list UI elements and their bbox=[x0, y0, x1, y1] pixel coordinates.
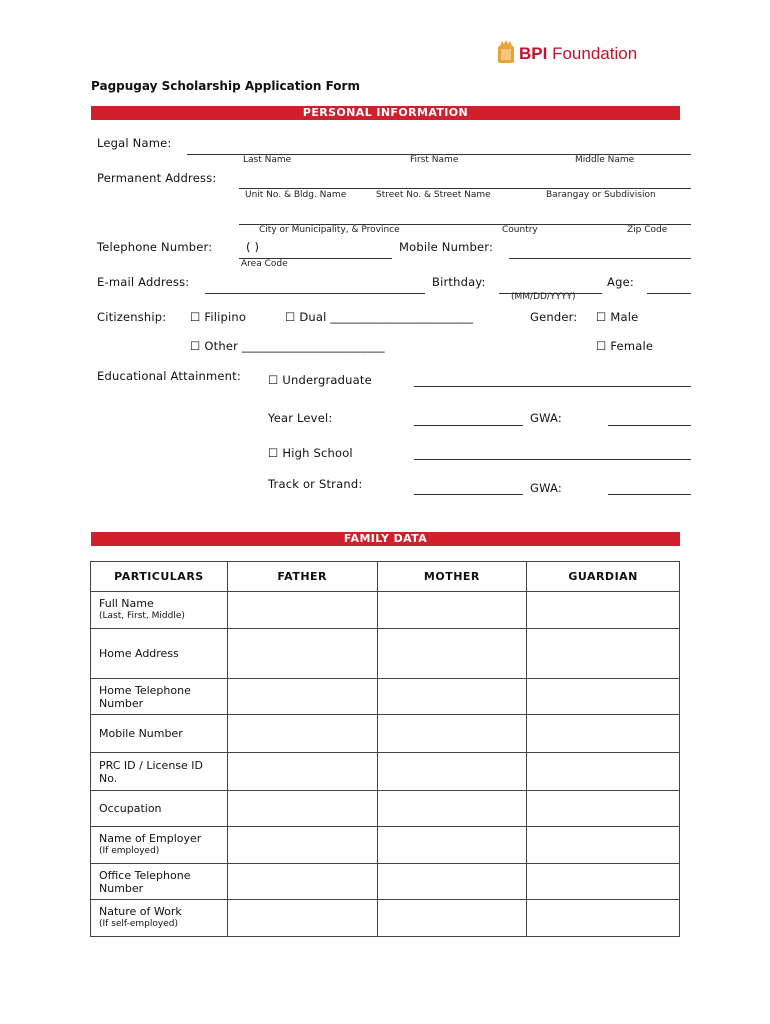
table-row bbox=[91, 900, 680, 937]
track-field[interactable] bbox=[414, 494, 523, 495]
mother-cell[interactable] bbox=[377, 753, 527, 791]
father-cell[interactable] bbox=[227, 864, 377, 900]
logo-text: BPI Foundation bbox=[519, 44, 638, 63]
age-field[interactable] bbox=[647, 293, 691, 294]
gender-label: Gender: bbox=[530, 310, 578, 324]
column-header: PARTICULARS bbox=[91, 562, 228, 592]
father-cell[interactable] bbox=[227, 753, 377, 791]
middle-name-caption: Middle Name bbox=[575, 155, 635, 165]
father-cell[interactable] bbox=[227, 715, 377, 753]
bpi-emblem-icon bbox=[497, 40, 515, 64]
undergraduate-school-field[interactable] bbox=[414, 386, 691, 387]
father-cell[interactable] bbox=[227, 679, 377, 715]
education-label: Educational Attainment: bbox=[97, 369, 241, 383]
father-cell[interactable] bbox=[227, 791, 377, 827]
dual-checkbox[interactable]: ☐ Dual ________________________ bbox=[285, 310, 474, 324]
mobile-label: Mobile Number: bbox=[399, 240, 494, 254]
male-checkbox[interactable]: ☐ Male bbox=[596, 310, 639, 324]
father-cell[interactable] bbox=[227, 900, 377, 937]
guardian-cell[interactable] bbox=[527, 592, 680, 629]
mother-cell[interactable] bbox=[377, 679, 527, 715]
year-level-label: Year Level: bbox=[268, 411, 333, 425]
high-school-field[interactable] bbox=[414, 459, 691, 460]
particulars-cell: Mobile Number bbox=[91, 715, 228, 753]
table-row bbox=[91, 864, 680, 900]
father-cell[interactable] bbox=[227, 629, 377, 679]
country-caption: Country bbox=[502, 225, 538, 235]
citizenship-label: Citizenship: bbox=[97, 310, 167, 324]
particulars-cell: Occupation bbox=[91, 791, 228, 827]
table-row bbox=[91, 827, 680, 864]
address-line-1-field[interactable] bbox=[239, 188, 691, 189]
high-school-checkbox[interactable]: ☐ High School bbox=[268, 446, 353, 460]
unit-no-caption: Unit No. & Bldg. Name bbox=[245, 190, 347, 200]
guardian-cell[interactable] bbox=[527, 864, 680, 900]
age-label: Age: bbox=[607, 275, 634, 289]
table-row bbox=[91, 715, 680, 753]
mother-cell[interactable] bbox=[377, 592, 527, 629]
father-cell[interactable] bbox=[227, 827, 377, 864]
filipino-checkbox[interactable]: ☐ Filipino bbox=[190, 310, 247, 324]
email-label: E-mail Address: bbox=[97, 275, 190, 289]
mother-cell[interactable] bbox=[377, 864, 527, 900]
female-checkbox[interactable]: ☐ Female bbox=[596, 339, 654, 353]
mother-cell[interactable] bbox=[377, 827, 527, 864]
guardian-cell[interactable] bbox=[527, 753, 680, 791]
legal-name-label: Legal Name: bbox=[97, 136, 172, 150]
table-row bbox=[91, 629, 680, 679]
particulars-cell: Full Name (Last, First, Middle) bbox=[91, 592, 228, 629]
guardian-cell[interactable] bbox=[527, 679, 680, 715]
mother-cell[interactable] bbox=[377, 900, 527, 937]
family-data-header: FAMILY DATA bbox=[91, 532, 680, 546]
birthday-label: Birthday: bbox=[432, 275, 486, 289]
family-data-table bbox=[90, 561, 680, 937]
mobile-field[interactable] bbox=[509, 258, 691, 259]
barangay-caption: Barangay or Subdivision bbox=[546, 190, 656, 200]
gwa-label-hs: GWA: bbox=[530, 481, 562, 495]
last-name-caption: Last Name bbox=[243, 155, 292, 165]
permanent-address-label: Permanent Address: bbox=[97, 171, 217, 185]
form-title: Pagpugay Scholarship Application Form bbox=[91, 79, 360, 93]
zip-caption: Zip Code bbox=[627, 225, 668, 235]
date-format-caption: (MM/DD/YYYY) bbox=[511, 292, 576, 302]
mother-cell[interactable] bbox=[377, 629, 527, 679]
mother-cell[interactable] bbox=[377, 715, 527, 753]
table-row bbox=[91, 791, 680, 827]
guardian-cell[interactable] bbox=[527, 629, 680, 679]
undergraduate-checkbox[interactable]: ☐ Undergraduate bbox=[268, 373, 372, 387]
column-header: GUARDIAN bbox=[527, 562, 680, 592]
personal-info-header: PERSONAL INFORMATION bbox=[91, 106, 680, 120]
guardian-cell[interactable] bbox=[527, 715, 680, 753]
table-row bbox=[91, 753, 680, 791]
father-cell[interactable] bbox=[227, 592, 377, 629]
area-code-parens: ( ) bbox=[246, 240, 260, 254]
track-label: Track or Strand: bbox=[268, 477, 363, 491]
gwa-label-undergrad: GWA: bbox=[530, 411, 562, 425]
table-header-row bbox=[91, 562, 680, 592]
street-caption: Street No. & Street Name bbox=[376, 190, 491, 200]
column-header: FATHER bbox=[227, 562, 377, 592]
other-checkbox[interactable]: ☐ Other ________________________ bbox=[190, 339, 385, 353]
particulars-cell: Home Address bbox=[91, 629, 228, 679]
column-header: MOTHER bbox=[377, 562, 527, 592]
mother-cell[interactable] bbox=[377, 791, 527, 827]
first-name-caption: First Name bbox=[410, 155, 459, 165]
city-caption: City or Municipality, & Province bbox=[259, 225, 400, 235]
particulars-cell: PRC ID / License ID No. bbox=[91, 753, 228, 791]
telephone-label: Telephone Number: bbox=[97, 240, 213, 254]
particulars-cell: Office Telephone Number bbox=[91, 864, 228, 900]
particulars-cell: Home Telephone Number bbox=[91, 679, 228, 715]
table-row bbox=[91, 679, 680, 715]
guardian-cell[interactable] bbox=[527, 900, 680, 937]
gwa-undergrad-field[interactable] bbox=[608, 425, 691, 426]
gwa-hs-field[interactable] bbox=[608, 494, 691, 495]
email-field[interactable] bbox=[205, 293, 425, 294]
particulars-cell: Nature of Work (If self-employed) bbox=[91, 900, 228, 937]
table-row bbox=[91, 592, 680, 629]
particulars-cell: Name of Employer (If employed) bbox=[91, 827, 228, 864]
guardian-cell[interactable] bbox=[527, 791, 680, 827]
area-code-caption: Area Code bbox=[241, 259, 288, 269]
guardian-cell[interactable] bbox=[527, 827, 680, 864]
year-level-field[interactable] bbox=[414, 425, 523, 426]
